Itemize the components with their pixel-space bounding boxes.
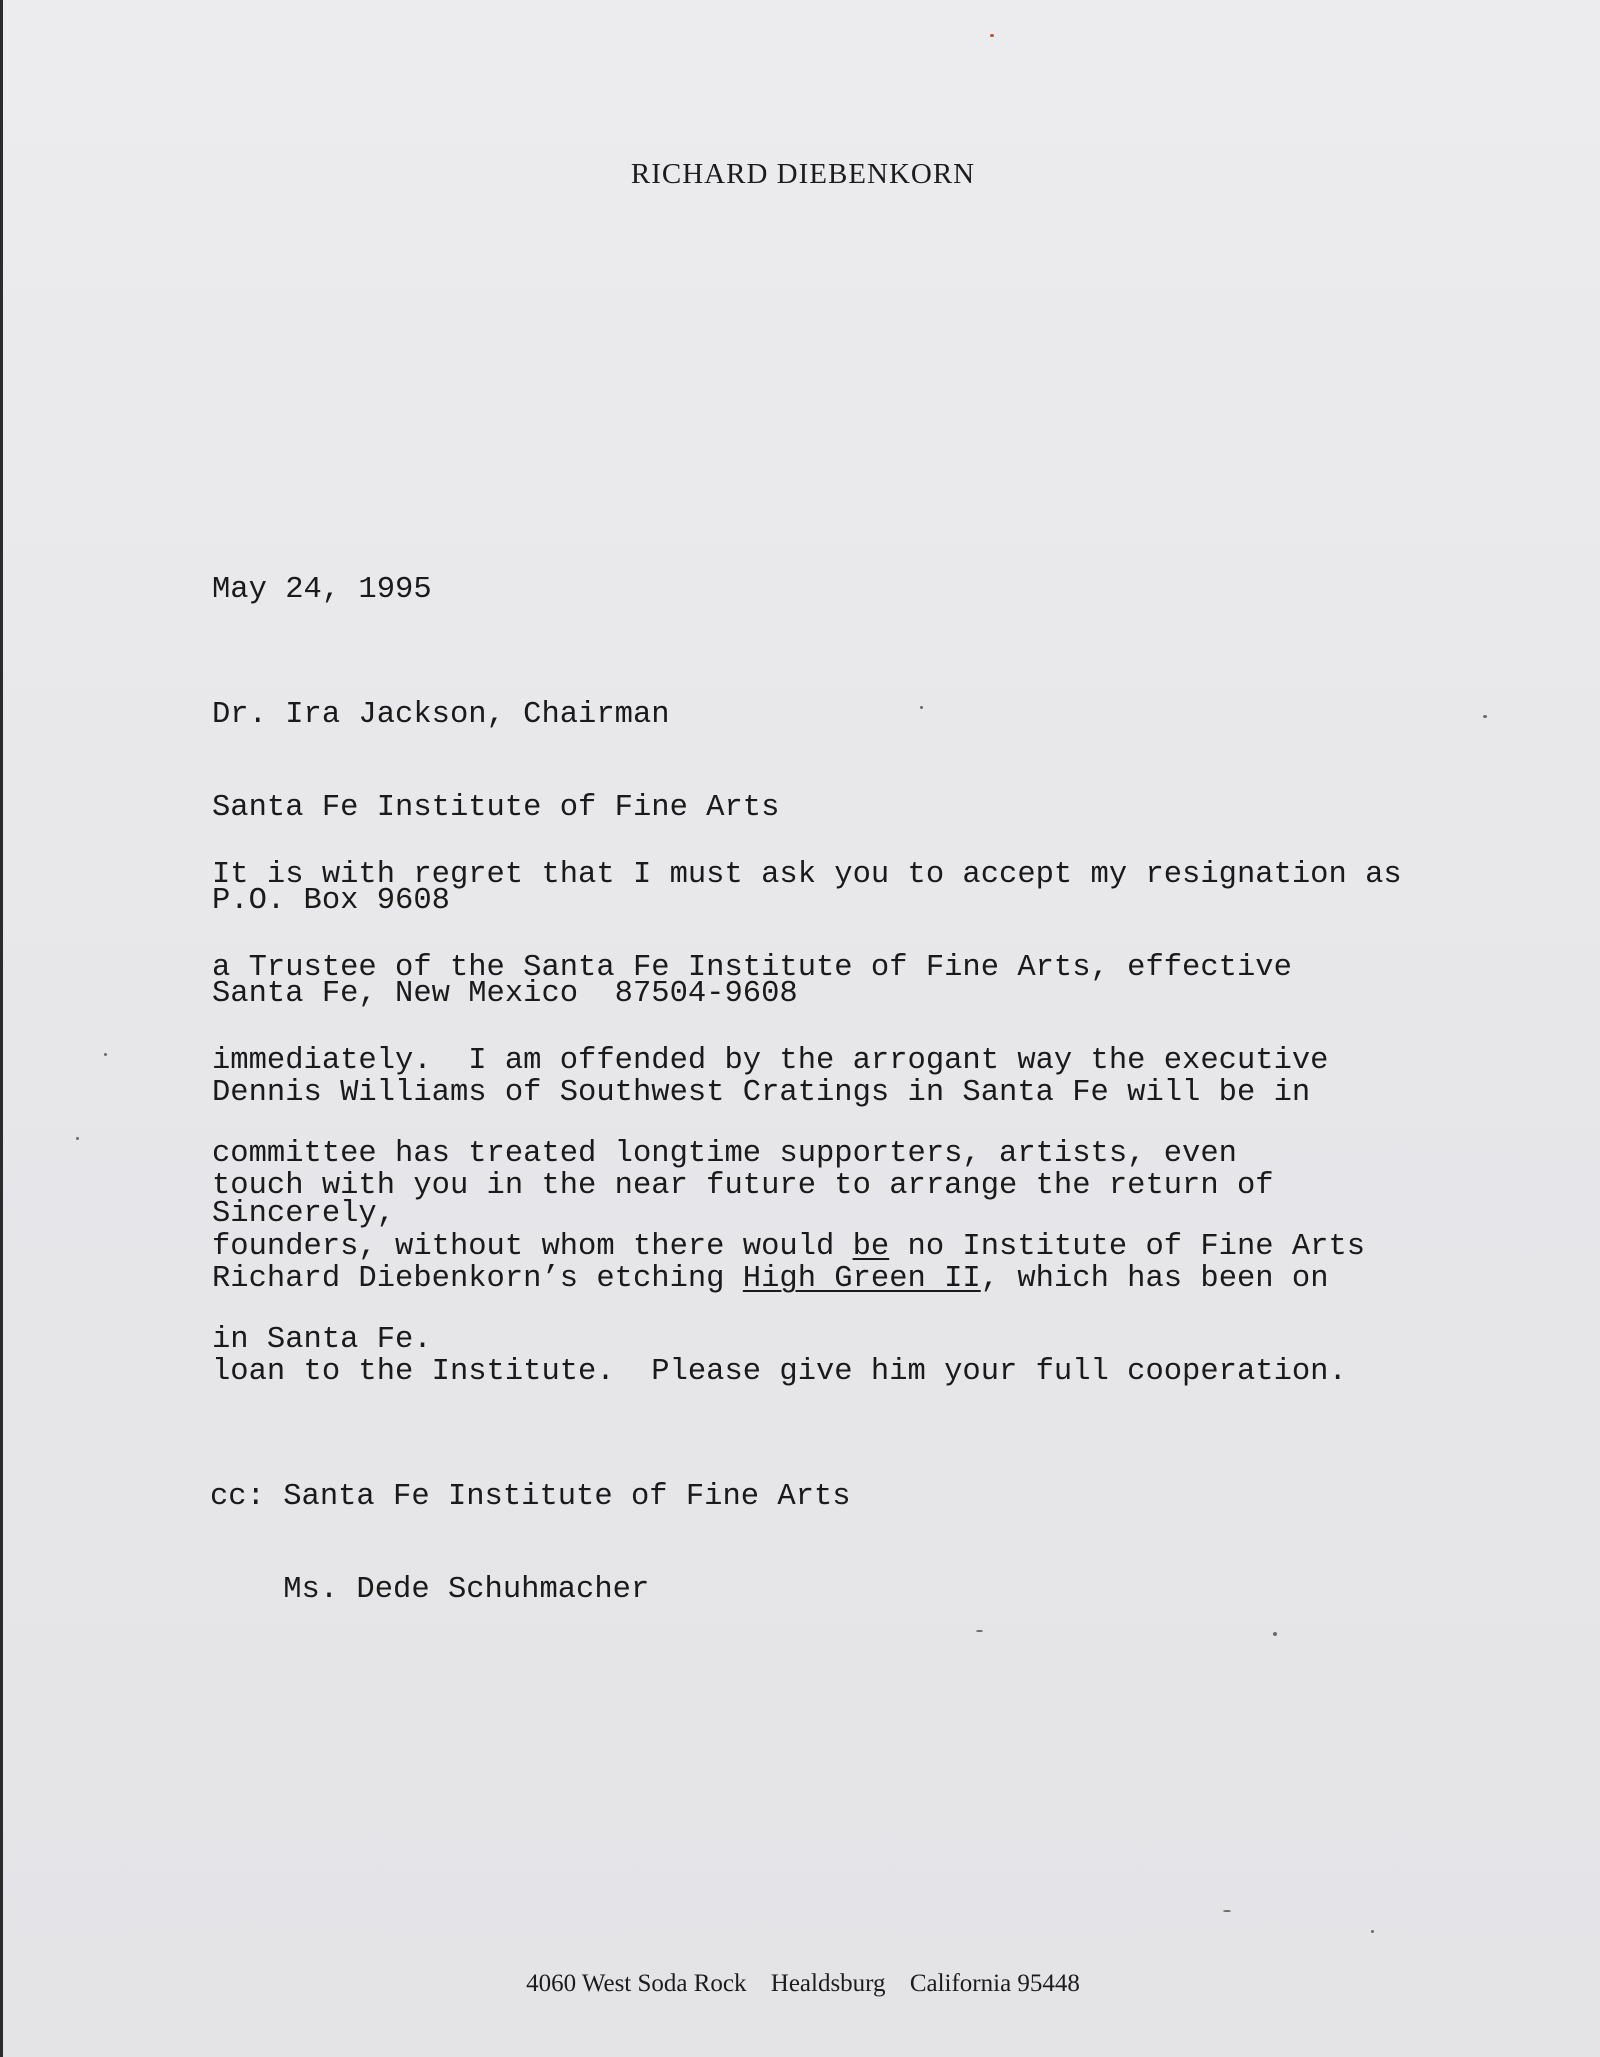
paragraph-line: loan to the Institute. Please give him your full cooperation. <box>212 1355 1347 1389</box>
text-segment: founders, without whom there would <box>212 1230 853 1264</box>
footer-city: Healdsburg <box>770 1970 886 1997</box>
paragraph-line: committee has treated longtime supporters, artists, even <box>212 1137 1237 1171</box>
recipient-line: P.O. Box 9608 <box>212 884 450 918</box>
paper-speck <box>976 1630 983 1632</box>
text-segment: no Institute of Fine Arts <box>889 1230 1366 1264</box>
cc-line: Ms. Dede Schuhmacher <box>210 1573 650 1607</box>
paper-speck <box>1371 1930 1374 1933</box>
paragraph-line: Dennis Williams of Southwest Cratings in Santa Fe will be in <box>212 1076 1311 1110</box>
paragraph-line: It is with regret that I must ask you to accept my resignation as <box>212 858 1402 892</box>
footer-street: 4060 West Soda Rock <box>526 1970 747 1997</box>
paper-speck <box>1273 1632 1277 1636</box>
paper-speck <box>1223 1910 1231 1912</box>
paper-speck <box>104 1053 107 1056</box>
paper-speck <box>76 1137 79 1140</box>
paper-speck <box>1483 715 1487 718</box>
letterhead-footer-address <box>3 1970 1600 1998</box>
recipient-line: Santa Fe Institute of Fine Arts <box>212 791 780 825</box>
emphasis-underlined: be <box>852 1230 890 1264</box>
text-segment: , which has been on <box>980 1262 1329 1296</box>
paragraph-line: immediately. I am offended by the arrogant way the executive <box>212 1044 1329 1078</box>
letterhead-name: RICHARD DIEBENKORN <box>630 158 976 190</box>
cc-line: cc: Santa Fe Institute of Fine Arts <box>210 1480 851 1514</box>
paper-speck <box>990 34 994 37</box>
recipient-line: Santa Fe, New Mexico 87504-9608 <box>212 977 798 1011</box>
body-paragraph-2 <box>212 1016 1347 1450</box>
recipient-line: Dr. Ira Jackson, Chairman <box>212 698 670 732</box>
footer-state-zip: California 95448 <box>909 1970 1080 1997</box>
paper-speck <box>920 706 923 709</box>
paragraph-line: a Trustee of the Santa Fe Institute of Fine Arts, effective <box>212 951 1292 985</box>
text-segment: Richard Diebenkorn’s etching <box>212 1262 743 1296</box>
closing: Sincerely, <box>212 1197 396 1231</box>
artwork-title: High Green II <box>742 1262 981 1296</box>
paragraph-line: in Santa Fe. <box>212 1323 432 1357</box>
cc-list <box>210 1420 851 1668</box>
letter-date: May 24, 1995 <box>212 573 432 607</box>
paragraph-line: touch with you in the near future to arrange the return of <box>212 1169 1274 1203</box>
paragraph-line <box>212 1264 1347 1295</box>
